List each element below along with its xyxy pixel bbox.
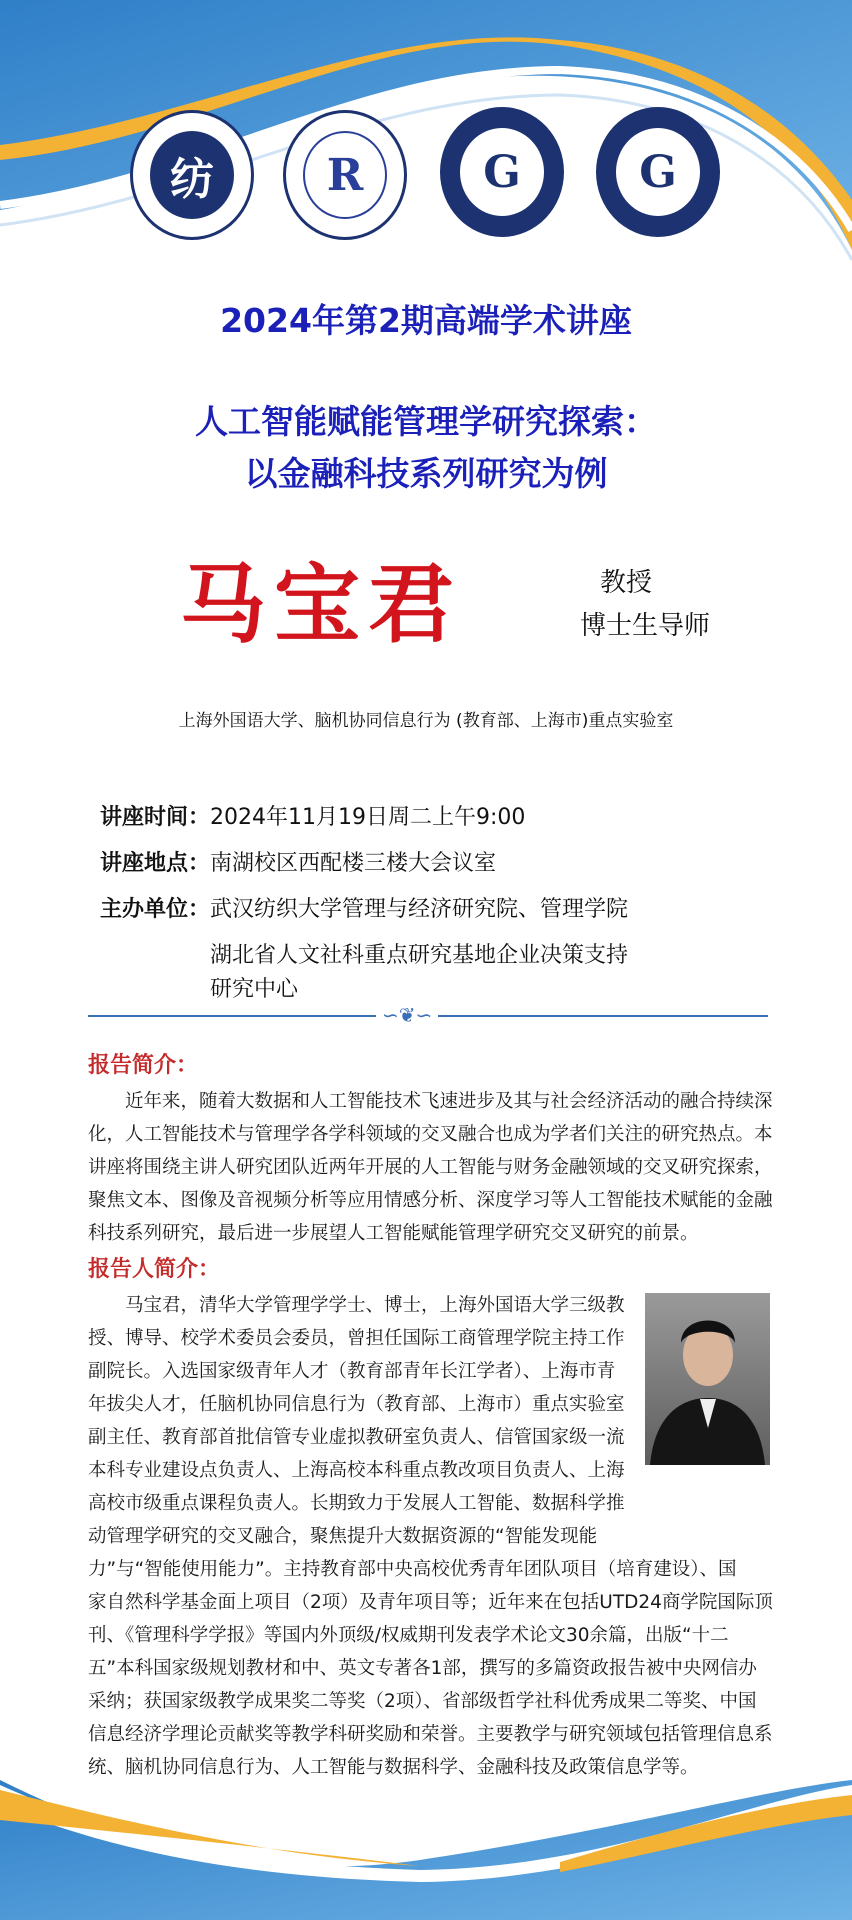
- bio-line: 刊、《管理科学学报》等国内外顶级/权威期刊发表学术论文30余篇，出版“十二: [88, 1625, 729, 1646]
- lecture-title-line-1: 人工智能赋能管理学研究探索：: [195, 402, 657, 441]
- logo-glyph: R: [303, 131, 387, 219]
- logo-enterprise-decision-support-center: [440, 107, 564, 237]
- bio-line: 动管理学研究的交叉融合，聚焦提升大数据资源的“智能发现能: [88, 1526, 598, 1547]
- bio-line: 本科专业建设点负责人、上海高校本科重点教改项目负责人、上海: [88, 1460, 625, 1481]
- bio-line: 五”本科国家级规划教材和中、英文专著各1部，撰写的多篇资政报告被中央网信办: [88, 1658, 757, 1679]
- info-value: 武汉纺织大学管理与经济研究院、管理学院: [210, 897, 629, 922]
- bio-line: 信息经济学理论贡献奖等教学科研奖励和荣誉。主要教学与研究领域包括管理信息系: [88, 1724, 773, 1745]
- bio-line: 副院长。入选国家级青年人才（教育部青年长江学者）、上海市青: [88, 1361, 616, 1382]
- info-label: 讲座时间：: [100, 805, 211, 830]
- logo-glyph: G: [460, 128, 544, 216]
- abstract-line: 讲座将围绕主讲人研究团队近两年开展的人工智能与财务金融领域的交叉研究探索，: [88, 1157, 773, 1178]
- logo-glyph: G: [616, 128, 700, 216]
- abstract-line: 化，人工智能技术与管理学各学科领域的交叉融合也成为学者们关注的研究热点。本: [88, 1124, 773, 1145]
- abstract-heading: 报告简介：: [88, 1053, 199, 1078]
- info-value: 南湖校区西配楼三楼大会议室: [210, 851, 497, 876]
- bio-line: 家自然科学基金面上项目（2项）及青年项目等；近年来在包括UTD24商学院国际顶: [88, 1592, 773, 1613]
- info-label: 主办单位：: [100, 897, 211, 922]
- bio-line: 采纳；获国家级教学成果奖二等奖（2项）、省部级哲学社科优秀成果二等奖、中国: [88, 1691, 757, 1712]
- abstract-line: 近年来，随着大数据和人工智能技术飞速进步及其与社会经济活动的融合持续深: [88, 1091, 773, 1112]
- logo-wuhan-textile-university: [130, 110, 254, 240]
- bio-line: 高校市级重点课程负责人。长期致力于发展人工智能、数据科学推: [88, 1493, 625, 1514]
- abstract-line: 科技系列研究，最后进一步展望人工智能赋能管理学研究交叉研究的前景。: [88, 1223, 699, 1244]
- speaker-title-phd-supervisor: 博士生导师: [580, 611, 711, 641]
- speaker-title-professor: 教授: [600, 568, 653, 598]
- logo-glyph: 纺: [150, 131, 234, 219]
- abstract-line: 聚焦文本、图像及音视频分析等应用情感分析、深度学习等人工智能技术赋能的金融: [88, 1190, 773, 1211]
- info-venue: [100, 846, 496, 877]
- logo-institute-management-economics: [283, 110, 407, 240]
- bio-line: 统、脑机协同信息行为、人工智能与数据科学、金融科技及政策信息学等。: [88, 1757, 699, 1778]
- speaker-name: 马宝君: [180, 554, 462, 655]
- info-organizer: [100, 892, 628, 923]
- lecture-title-line-2: 以金融科技系列研究为例: [244, 454, 608, 493]
- speaker-affiliation: 上海外国语大学、脑机协同信息行为 (教育部、上海市)重点实验室: [178, 711, 674, 731]
- bio-line: 力”与“智能使用能力”。主持教育部中央高校优秀青年团队项目（培育建设）、国: [88, 1559, 737, 1580]
- lecture-series-title: 2024年第2期高端学术讲座: [220, 301, 632, 340]
- bio-line: 年拔尖人才，任脑机协同信息行为（教育部、上海市）重点实验室: [88, 1394, 625, 1415]
- logo-school-of-management: [596, 107, 720, 237]
- ornament-icon: ∽❦∽: [376, 1003, 438, 1027]
- info-organizer-2: 湖北省人文社科重点研究基地企业决策支持: [210, 943, 629, 968]
- info-organizer-3: 研究中心: [210, 977, 299, 1002]
- bio-line: 授、博导、校学术委员会委员，曾担任国际工商管理学院主持工作: [88, 1328, 625, 1349]
- speaker-photo: [645, 1293, 770, 1465]
- bio-line: 马宝君，清华大学管理学学士、博士，上海外国语大学三级教: [88, 1295, 625, 1316]
- info-label: 讲座地点：: [100, 851, 211, 876]
- bio-heading: 报告人简介：: [88, 1257, 221, 1282]
- info-time: [100, 800, 525, 831]
- bio-line: 副主任、教育部首批信管专业虚拟教研室负责人、信管国家级一流: [88, 1427, 625, 1448]
- info-value: 2024年11月19日周二上午9:00: [210, 805, 526, 830]
